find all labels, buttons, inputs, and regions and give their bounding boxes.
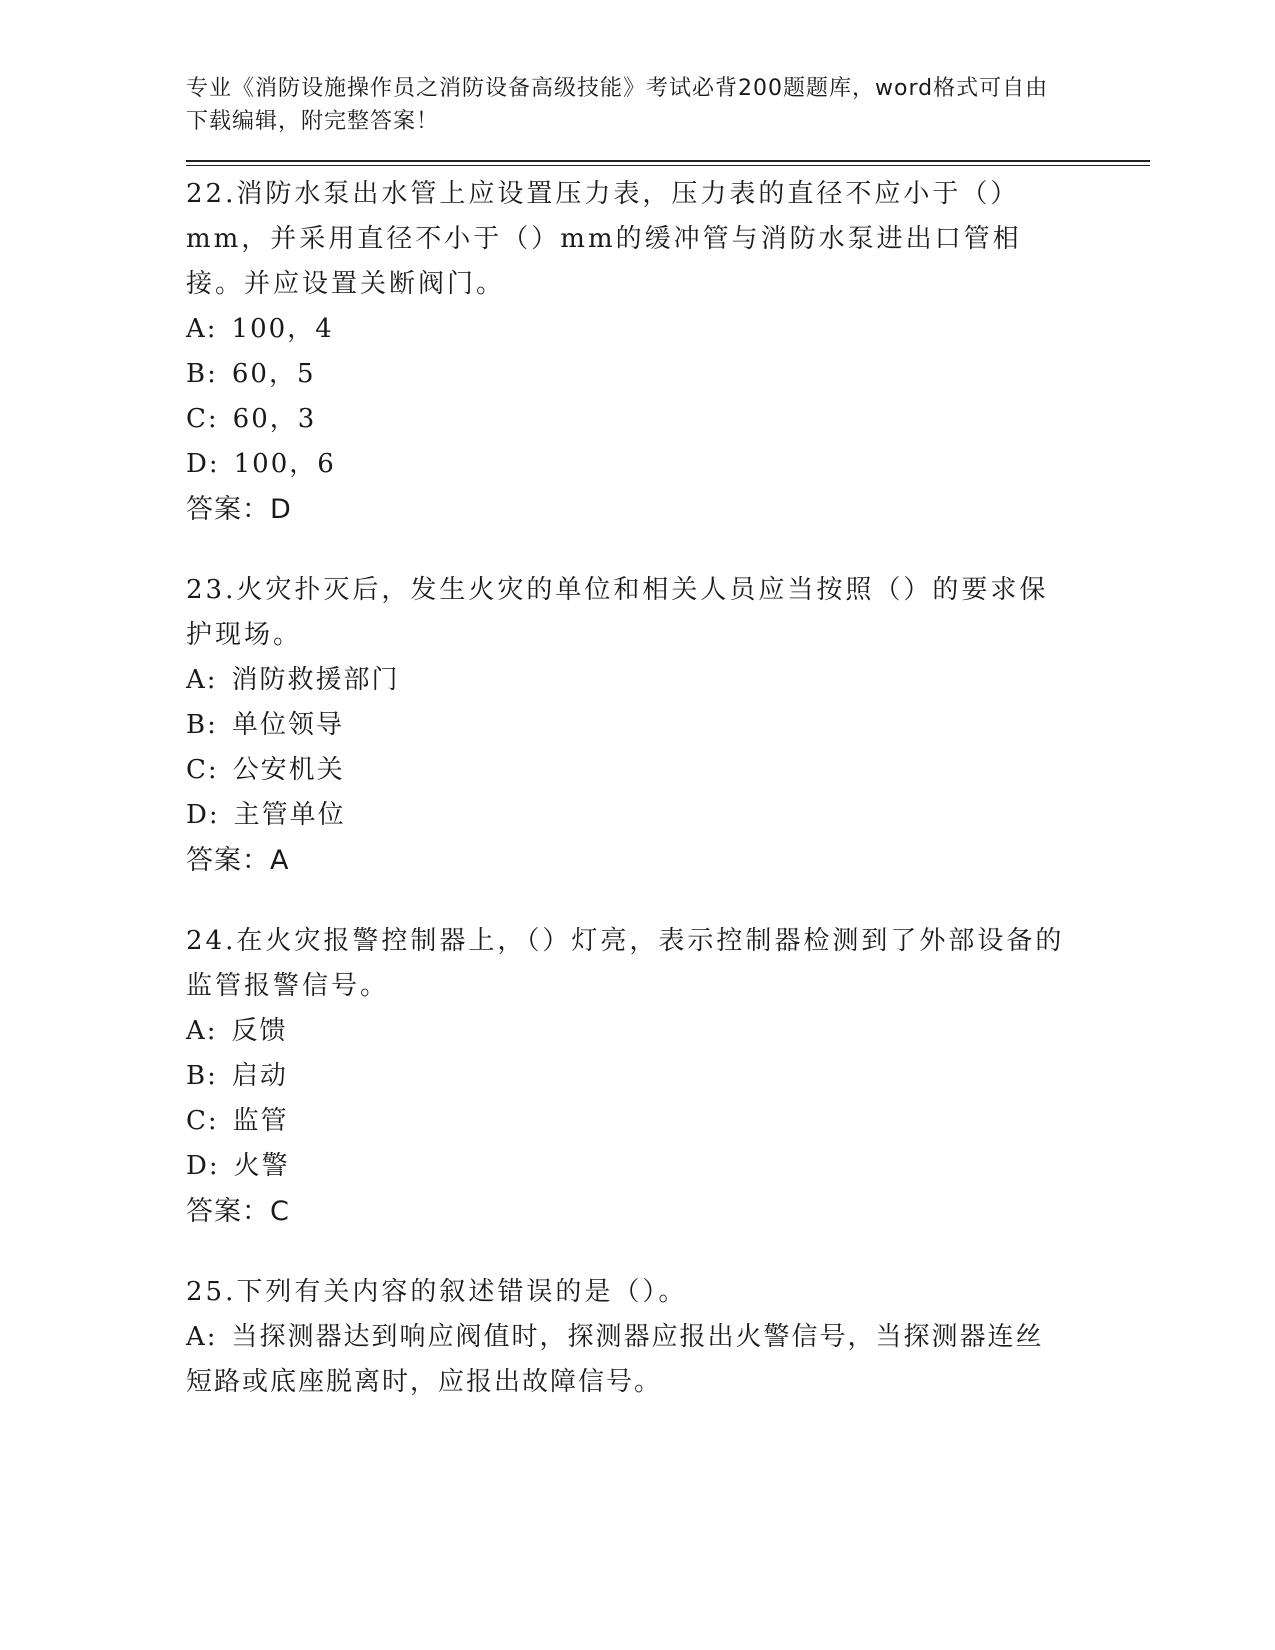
option-b: B: 启动	[186, 1061, 288, 1091]
option-c: C: 监管	[186, 1106, 289, 1136]
option-c: C: 公安机关	[186, 755, 345, 785]
option-c: C: 60，3	[186, 404, 317, 434]
option-b: B: 单位领导	[186, 710, 344, 740]
document-page	[186, 72, 1150, 1441]
question-number: 24.	[186, 926, 237, 956]
option-b: B: 60，5	[186, 359, 316, 389]
question-24	[186, 919, 1150, 1234]
question-25	[186, 1270, 1150, 1405]
option-a: A: 反馈	[186, 1016, 288, 1046]
question-text: 火灾扑灭后，发生火灾的单位和相关人员应当按照（）的要求保护现场。	[186, 575, 1049, 650]
question-list	[186, 172, 1150, 1405]
option-a: A: 当探测器达到响应阀值时，探测器应报出火警信号，当探测器连丝短路或底座脱离时，应报出故障信号。	[186, 1322, 1044, 1397]
question-number: 22.	[186, 179, 237, 209]
document-header: 专业《消防设施操作员之消防设备高级技能》考试必背200题题库，word格式可自由下载编辑，附完整答案！	[186, 76, 1049, 134]
header-divider	[186, 160, 1150, 166]
question-23	[186, 568, 1150, 883]
question-text: 消防水泵出水管上应设置压力表，压力表的直径不应小于（）mm，并采用直径不小于（）mm的缓冲管与消防水泵进出口管相接。并应设置关断阀门。	[186, 179, 1022, 299]
option-a: A: 100，4	[186, 314, 334, 344]
option-a: A: 消防救援部门	[186, 665, 400, 695]
question-number: 23.	[186, 575, 237, 605]
question-text: 在火灾报警控制器上，（）灯亮，表示控制器检测到了外部设备的监管报警信号。	[186, 926, 1065, 1001]
option-d: D: 主管单位	[186, 800, 346, 830]
question-22	[186, 172, 1150, 532]
answer: 答案：D	[186, 494, 292, 525]
answer: 答案：C	[186, 1196, 290, 1227]
option-d: D: 100，6	[186, 449, 336, 479]
answer: 答案：A	[186, 845, 290, 876]
question-text: 下列有关内容的叙述错误的是（）。	[236, 1277, 688, 1307]
question-number: 25.	[186, 1277, 237, 1307]
option-d: D: 火警	[186, 1151, 290, 1181]
